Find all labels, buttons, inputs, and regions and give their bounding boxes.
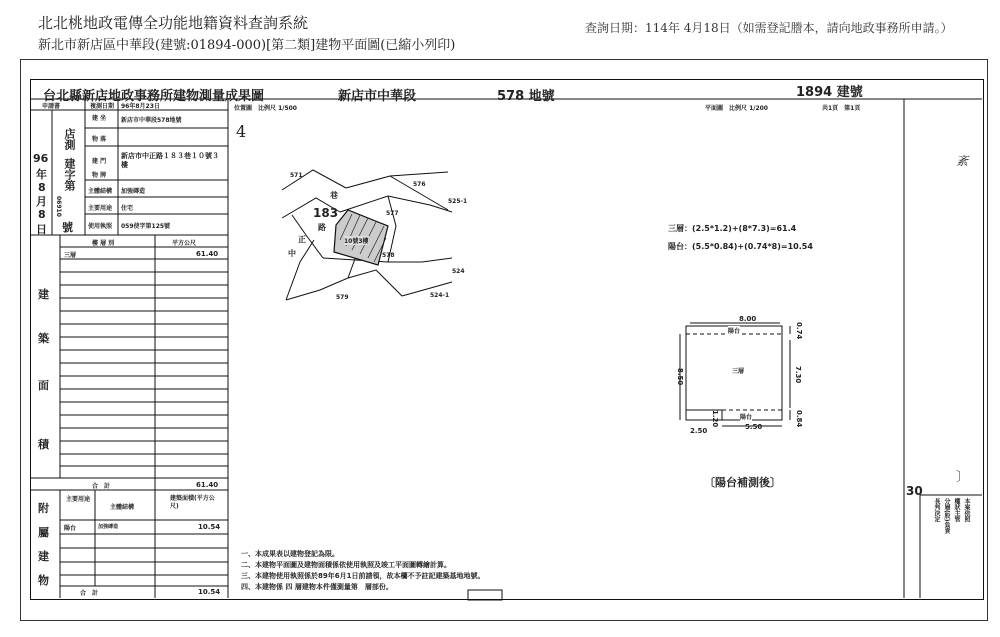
dim-top-right: 0.74 [795, 322, 803, 340]
annex-side-1: 附 [38, 502, 49, 515]
door-label: 建 門 [92, 158, 107, 165]
annex-side-4: 物 [38, 574, 49, 587]
stamp-month-label: 月 [36, 195, 47, 208]
stamp-day: 8 [38, 208, 46, 221]
note-4: 四、本建物係 四 層建物本件僅測量第 層部份。 [241, 583, 393, 591]
annex-structure-header: 主體結構 [110, 504, 135, 511]
parcel-579: 579 [336, 294, 349, 301]
parcel-524: 524 [452, 268, 465, 275]
floor-name: 三層 [64, 252, 77, 259]
survey-date: 96年8月23日 [121, 103, 160, 110]
road-char-zheng: 正 [298, 235, 306, 244]
floor-area: 61.40 [196, 250, 219, 258]
label-floor-room: 三層 [732, 368, 745, 375]
annex-total: 10.54 [198, 588, 221, 596]
stamp-number: 06910 [55, 196, 62, 217]
annex-structure: 加強磚造 [98, 524, 119, 530]
survey-date-header: 複測日期 [90, 103, 115, 110]
structure-label: 主體結構 [88, 188, 113, 195]
side-area-1: 建 [38, 288, 49, 301]
note-3: 三、本建物使用執照係於89年6月1日前請領，故本欄不予註記建築基地地號。 [241, 572, 485, 580]
building-loc-label: 建 坐 [92, 115, 107, 122]
parcel-578: 578 [382, 252, 395, 259]
door-label-2: 物 牌 [92, 172, 107, 179]
annex-total-label: 合 計 [80, 590, 99, 597]
dim-bottom: 5.50 [745, 423, 763, 431]
lane-char: 巷 [330, 191, 338, 200]
parcel-525-1: 525-1 [448, 198, 468, 205]
apply-header: 申請書 [42, 103, 61, 110]
use-label: 主要用途 [88, 205, 113, 212]
parcel-576: 576 [413, 181, 426, 188]
stamp-chars-3: 號 [62, 221, 73, 234]
approval-col-3: 分層(股)負責 [943, 498, 950, 534]
parcel-577: 577 [386, 210, 399, 217]
floor-header: 樓 層 別 [92, 240, 115, 247]
total-label: 合 計 [92, 483, 111, 490]
plan-caption: 〔陽台補測後〕 [704, 476, 781, 489]
building-loc-label-2: 物 落 [92, 136, 107, 143]
dim-bottom-right-vertical: 0.84 [795, 410, 803, 428]
side-area-4: 積 [38, 438, 49, 451]
dim-bottom-left: 2.50 [690, 427, 708, 435]
note-2: 二、本建物平面圖及建物面積係依使用執照及竣工平面圖轉繪計算。 [241, 561, 451, 569]
annex-area: 10.54 [198, 523, 221, 531]
note-1: 一、本成果表以建物登記為限。 [241, 550, 339, 558]
door-address: 新店市中正路１８３巷１０號３樓 [121, 152, 219, 169]
lane-number: 183 [313, 206, 339, 220]
structure-value: 加強磚造 [121, 188, 146, 195]
stamp-chars-2: 建字第 [63, 158, 76, 191]
lot-number: 578 地號 [497, 89, 555, 104]
annex-use: 陽台 [64, 525, 77, 532]
use-value: 住宅 [121, 205, 134, 212]
stamp-day-label: 日 [36, 223, 47, 236]
section-name: 新店市中華段 [338, 89, 417, 104]
page-count: 共1頁 第1頁 [822, 105, 861, 112]
building-number: 1894 建號 [796, 85, 863, 100]
annex-use-header: 主要用途 [66, 496, 91, 503]
annex-side-3: 建 [38, 550, 49, 563]
annex-side-2: 屬 [38, 526, 49, 539]
approval-col-4: 長判決定 [933, 498, 940, 522]
margin-mark-top: 紊 [956, 154, 969, 168]
dim-left: 8.50 [676, 368, 684, 386]
area-header: 平方公尺 [172, 240, 197, 247]
dim-right: 7.30 [794, 366, 802, 384]
location-map-label: 位置圖 比例尺 1/500 [234, 105, 297, 112]
license-value: 059使字第125號 [121, 223, 171, 230]
north-arrow-icon: 4 [236, 122, 247, 141]
annex-area-header: 建築面積(平方公尺) [170, 495, 215, 510]
side-area-2: 築 [38, 332, 49, 345]
building-location: 新店市中華段578地號 [121, 117, 182, 124]
plan-scale-label: 平面圖 比例尺 1/200 [705, 105, 768, 112]
road-char: 路 [318, 223, 326, 232]
margin-mark-mid: 30 [906, 484, 923, 498]
total-value: 61.40 [196, 481, 219, 489]
area-calc-floor: 三層：(2.5*1.2)+(8*7.3)=61.4 [668, 224, 797, 233]
license-label: 使用執照 [88, 223, 113, 230]
label-balcony-bottom: 陽台 [740, 414, 753, 421]
approval-col-2: 權狀主管 [953, 498, 960, 522]
query-date: 查詢日期：114年 4月18日（如需登記謄本，請向地政事務所申請。） [585, 21, 953, 35]
stamp-year-label: 年 [36, 168, 47, 181]
margin-bracket: 〕 [956, 470, 970, 485]
dim-top: 8.00 [739, 315, 757, 323]
area-calc-balcony: 陽台：(5.5*0.84)+(0.74*8)=10.54 [668, 242, 813, 251]
side-area-3: 面 [38, 379, 49, 392]
stamp-year: 96 [33, 152, 49, 165]
dim-bottom-left-vertical: 1.20 [711, 410, 719, 428]
label-balcony-top: 陽台 [728, 328, 741, 335]
stamp-chars-1: 店測 [63, 128, 76, 150]
approval-col-1: 本案依照 [963, 498, 970, 522]
road-char-zhong: 中 [288, 249, 296, 258]
parcel-571: 571 [290, 172, 303, 179]
document-subtitle: 新北市新店區中華段(建號:01894-000)[第二類]建物平面圖(已縮小列印) [38, 38, 456, 53]
parcel-524-1: 524-1 [430, 292, 450, 299]
house-label: 10號3樓 [344, 238, 369, 245]
survey-title: 台北縣新店地政事務所建物測量成果圖 [43, 89, 265, 104]
system-title: 北北桃地政電傳全功能地籍資料查詢系統 [38, 14, 309, 32]
stamp-month: 8 [38, 181, 46, 194]
